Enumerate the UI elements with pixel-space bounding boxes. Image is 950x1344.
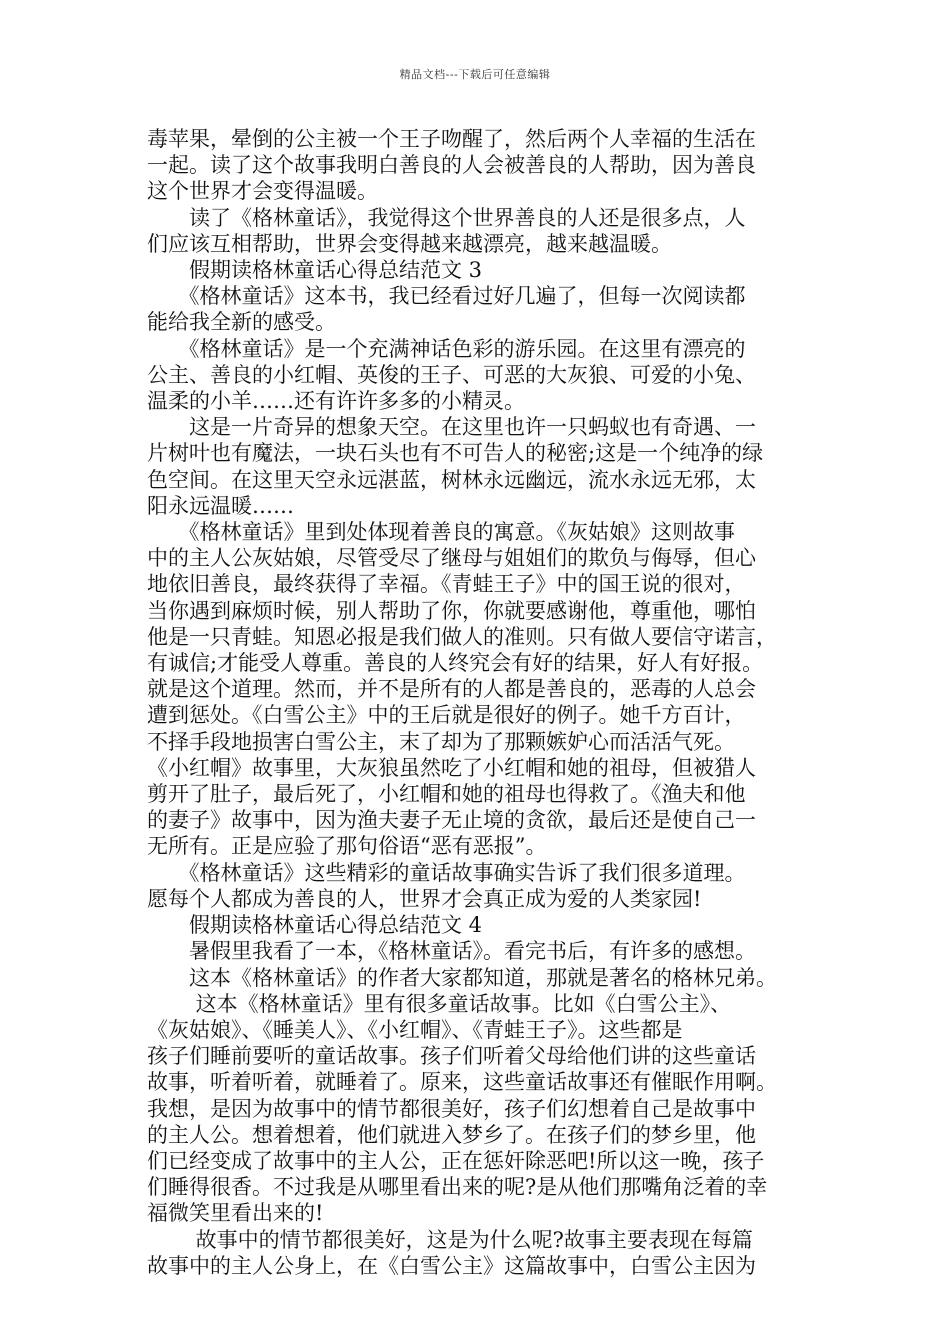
- text-line: 的妻子》故事中，因为渔夫妻子无止境的贪欲，最后还是使自己一: [147, 808, 756, 833]
- text-line: 无所有。正是应验了那句俗语“恶有恶报”。: [147, 834, 547, 859]
- text-line: 这本《格林童话》里有很多童话故事。比如《白雪公主》、: [147, 991, 732, 1016]
- text-line: 有诚信;才能受人尊重。善良的人终究会有好的结果，好人有好报。: [147, 651, 764, 676]
- document-body: [147, 126, 827, 1279]
- text-line: 不择手段地损害白雪公主，末了却为了那颗嫉妒心而活活气死。: [147, 729, 735, 754]
- text-line: 《灰姑娘》、《睡美人》、《小红帽》、《青蛙王子》。这些都是: [147, 1017, 683, 1042]
- text-line: 公主、善良的小红帽、英俊的王子、可恶的大灰狼、可爱的小兔、: [147, 362, 756, 387]
- text-line: 孩子们睡前要听的童话故事。孩子们听着父母给他们讲的这些童话: [147, 1044, 756, 1069]
- text-line: 我想，是因为故事中的情节都很美好，孩子们幻想着自己是故事中: [147, 1096, 756, 1121]
- text-line: 愿每个人都成为善良的人，世界才会真正成为爱的人类家园!: [147, 886, 702, 911]
- text-line: 就是这个道理。然而，并不是所有的人都是善良的，恶毒的人总会: [147, 677, 756, 702]
- text-line: 福微笑里看出来的!: [147, 1201, 324, 1226]
- text-line: 他是一只青蛙。知恩必报是我们做人的准则。只有做人要信守诺言，: [147, 624, 777, 649]
- text-line: 们已经变成了故事中的主人公，正在惩奸除恶吧!所以这一晚，孩子: [147, 1148, 765, 1173]
- text-line: 《小红帽》故事里，大灰狼虽然吃了小红帽和她的祖母，但被猎人: [147, 755, 756, 780]
- text-line: 这是一片奇异的想象天空。在这里也许一只蚂蚁也有奇遇、一: [147, 415, 756, 440]
- text-line: 一起。读了这个故事我明白善良的人会被善良的人帮助，因为善良: [147, 153, 756, 178]
- text-line: 阳永远温暖……: [147, 493, 294, 518]
- page-header: 精品文档---下载后可任意编辑: [399, 68, 551, 81]
- text-line: 遭到惩处。《白雪公主》中的王后就是很好的例子。她千方百计，: [147, 703, 746, 728]
- text-line: 片树叶也有魔法，一块石头也有不可告人的秘密;这是一个纯净的绿: [147, 441, 764, 466]
- text-line: 这个世界才会变得温暖。: [147, 179, 378, 204]
- text-line: 这本《格林童话》的作者大家都知道，那就是著名的格林兄弟。: [147, 965, 777, 990]
- text-line: 中的主人公灰姑娘，尽管受尽了继母与姐姐们的欺负与侮辱，但心: [147, 546, 756, 571]
- section-heading: 假期读格林童话心得总结范文 4: [147, 913, 483, 938]
- text-line: 地依旧善良，最终获得了幸福。《青蛙王子》中的国王说的很对，: [147, 572, 746, 597]
- text-line: 《格林童话》这本书，我已经看过好几遍了，但每一次阅读都: [147, 284, 746, 309]
- text-line: 剪开了肚子，最后死了，小红帽和她的祖母也得救了。《渔夫和他: [147, 782, 746, 807]
- text-line: 能给我全新的感受。: [147, 310, 336, 335]
- text-line: 《格林童话》这些精彩的童话故事确实告诉了我们很多道理。: [147, 860, 746, 885]
- text-line: 故事中的主人公身上，在《白雪公主》这篇故事中，白雪公主因为: [147, 1253, 756, 1278]
- text-line: 毒苹果，晕倒的公主被一个王子吻醒了，然后两个人幸福的生活在: [147, 127, 756, 151]
- text-line: 暑假里我看了一本，《格林童话》。看完书后，有许多的感想。: [147, 939, 756, 964]
- text-line: 当你遇到麻烦时候，别人帮助了你，你就要感谢他，尊重他，哪怕: [147, 598, 756, 623]
- text-line: 《格林童话》里到处体现着善良的寓意。《灰姑娘》这则故事: [147, 520, 735, 545]
- text-line: 的主人公。想着想着，他们就进入梦乡了。在孩子们的梦乡里，他: [147, 1122, 756, 1147]
- text-line: 《格林童话》是一个充满神话色彩的游乐园。在这里有漂亮的: [147, 336, 746, 361]
- text-line: 故事，听着听着，就睡着了。原来，这些童话故事还有催眠作用啊。: [147, 1070, 777, 1095]
- text-line: 们睡得很香。不过我是从哪里看出来的呢?是从他们那嘴角泛着的幸: [147, 1175, 768, 1200]
- text-line: 读了《格林童话》，我觉得这个世界善良的人还是很多点，人: [147, 205, 746, 230]
- text-line: 故事中的情节都很美好，这是为什么呢?故事主要表现在每篇: [147, 1227, 753, 1252]
- text-line: 温柔的小羊……还有许许多多的小精灵。: [147, 389, 525, 414]
- text-line: 色空间。在这里天空永远湛蓝，树林永远幽远，流水永远无邪，太: [147, 467, 756, 492]
- section-heading: 假期读格林童话心得总结范文 3: [147, 258, 483, 283]
- text-line: 们应该互相帮助，世界会变得越来越漂亮，越来越温暖。: [147, 231, 672, 256]
